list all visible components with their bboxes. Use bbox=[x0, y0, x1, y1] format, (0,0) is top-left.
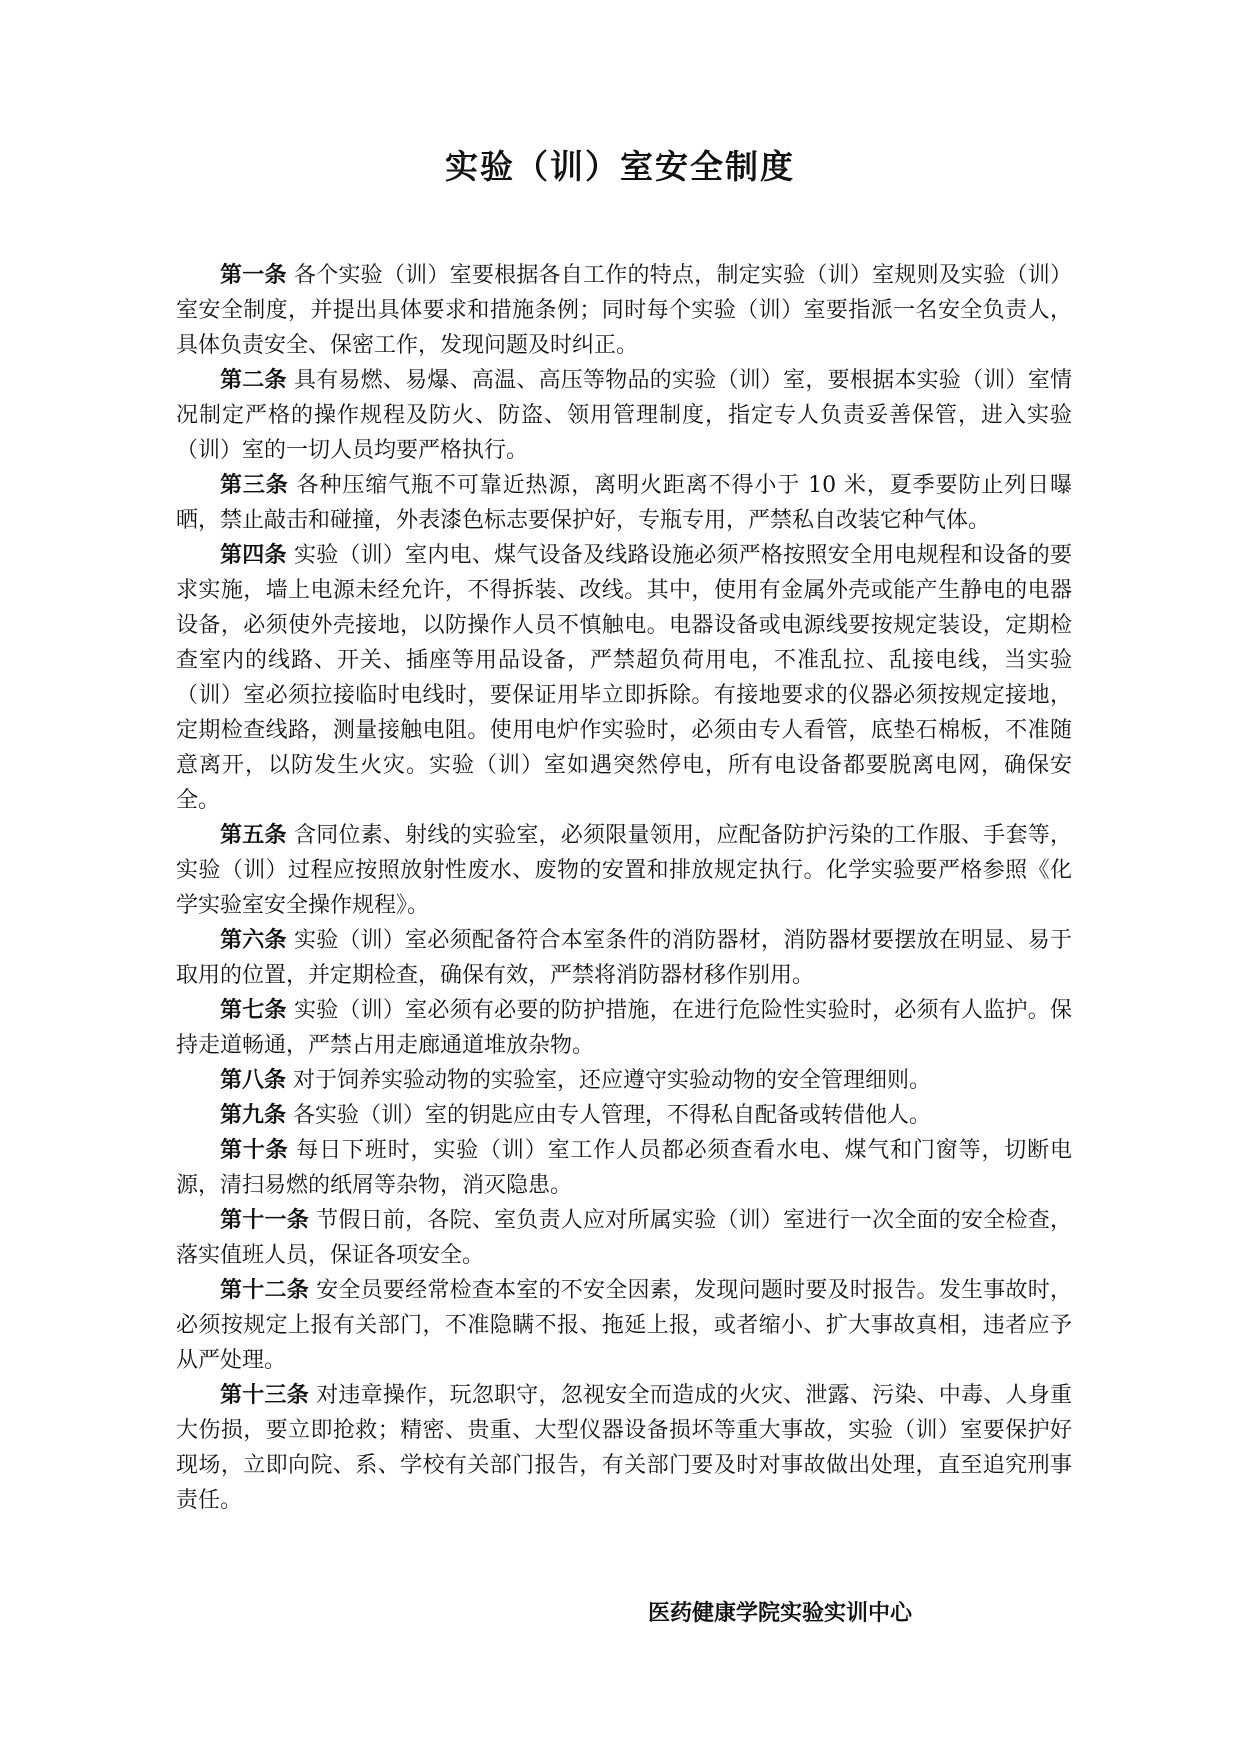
issuer-name: 医药健康学院实验实训中心 bbox=[648, 1600, 913, 1626]
article-list bbox=[176, 258, 1072, 1518]
article-text: 实验（训）室必须配备符合本室条件的消防器材，消防器材要摆放在明显、易于取用的位置，并定期检查，确保有效，严禁将消防器材移作别用。 bbox=[176, 928, 1072, 988]
article-text: 实验（训）室内电、煤气设备及线路设施必须严格按照安全用电规程和设备的要求实施，墙上电源未经允许，不得拆装、改线。其中，使用有金属外壳或能产生静电的电器设备，必须使外壳接地，以防操作人员不慎触电。电器设备或电源线要按规定装设，定期检查室内的线路、开关、插座等用品设备，严禁超负荷用电，不准乱拉、乱接电线，当实验（训）室必须拉接临时电线时，要保证用毕立即拆除。有接地要求的仪器必须按规定接地，定期检查线路，测量接触电阻。使用电炉作实验时，必须由专人看管，底垫石棉板，不准随意离开，以防发生火灾。实验（训）室如遇突然停电，所有电设备都要脱离电网，确保安全。 bbox=[176, 543, 1072, 813]
article-label: 第二条 bbox=[220, 367, 287, 393]
article-label: 第八条 bbox=[220, 1067, 287, 1093]
article-text: 各实验（训）室的钥匙应由专人管理，不得私自配备或转借他人。 bbox=[293, 1103, 932, 1128]
article-10 bbox=[176, 1133, 1072, 1203]
article-3 bbox=[176, 468, 1072, 538]
article-text: 对于饲养实验动物的实验室，还应遵守实验动物的安全管理细则。 bbox=[293, 1068, 932, 1093]
article-label: 第十三条 bbox=[220, 1382, 309, 1408]
article-label: 第十一条 bbox=[220, 1207, 309, 1233]
article-text: 各个实验（训）室要根据各自工作的特点，制定实验（训）室规则及实验（训）室安全制度，并提出具体要求和措施条例；同时每个实验（训）室要指派一名安全负责人，具体负责安全、保密工作，发现问题及时纠正。 bbox=[176, 263, 1072, 358]
article-text: 具有易燃、易爆、高温、高压等物品的实验（训）室，要根据本实验（训）室情况制定严格的操作规程及防火、防盗、领用管理制度，指定专人负责妥善保管，进入实验（训）室的一切人员均要严格执行。 bbox=[176, 368, 1072, 463]
article-4 bbox=[176, 538, 1072, 818]
article-text: 每日下班时，实验（训）室工作人员都必须查看水电、煤气和门窗等，切断电源，清扫易燃的纸屑等杂物，消灭隐患。 bbox=[176, 1138, 1072, 1198]
article-13 bbox=[176, 1378, 1072, 1518]
article-label: 第四条 bbox=[220, 542, 287, 568]
article-7 bbox=[176, 993, 1072, 1063]
article-label: 第十二条 bbox=[220, 1277, 309, 1303]
article-11 bbox=[176, 1203, 1072, 1273]
article-text: 对违章操作，玩忽职守，忽视安全而造成的火灾、泄露、污染、中毒、人身重大伤损，要立即抢救；精密、贵重、大型仪器设备损坏等重大事故，实验（训）室要保护好现场，立即向院、系、学校有关部门报告，有关部门要及时对事故做出处理，直至追究刑事责任。 bbox=[176, 1383, 1072, 1513]
article-1 bbox=[176, 258, 1072, 363]
article-2 bbox=[176, 363, 1072, 468]
article-9 bbox=[176, 1098, 1072, 1133]
article-text: 节假日前，各院、室负责人应对所属实验（训）室进行一次全面的安全检查，落实值班人员，保证各项安全。 bbox=[176, 1208, 1072, 1268]
article-label: 第六条 bbox=[220, 927, 287, 953]
article-label: 第三条 bbox=[220, 472, 289, 498]
article-label: 第十条 bbox=[220, 1137, 289, 1163]
article-label: 第一条 bbox=[220, 262, 287, 288]
document-title: 实验（训）室安全制度 bbox=[445, 147, 795, 186]
article-label: 第九条 bbox=[220, 1102, 287, 1128]
article-text: 实验（训）室必须有必要的防护措施，在进行危险性实验时，必须有人监护。保持走道畅通，严禁占用走廊通道堆放杂物。 bbox=[176, 998, 1072, 1058]
article-12 bbox=[176, 1273, 1072, 1378]
article-8 bbox=[176, 1063, 1072, 1098]
article-text: 各种压缩气瓶不可靠近热源，离明火距离不得小于 10 米，夏季要防止列日曝晒，禁止敲击和碰撞，外表漆色标志要保护好，专瓶专用，严禁私自改装它种气体。 bbox=[176, 473, 1072, 533]
article-text: 含同位素、射线的实验室，必须限量领用，应配备防护污染的工作服、手套等，实验（训）过程应按照放射性废水、废物的安置和排放规定执行。化学实验要严格参照《化学实验室安全操作规程》。 bbox=[176, 823, 1072, 918]
article-5 bbox=[176, 818, 1072, 923]
article-text: 安全员要经常检查本室的不安全因素，发现问题时要及时报告。发生事故时，必须按规定上报有关部门，不准隐瞒不报、拖延上报，或者缩小、扩大事故真相，违者应予从严处理。 bbox=[176, 1278, 1072, 1373]
article-label: 第七条 bbox=[220, 997, 287, 1023]
article-label: 第五条 bbox=[220, 822, 287, 848]
article-6 bbox=[176, 923, 1072, 993]
